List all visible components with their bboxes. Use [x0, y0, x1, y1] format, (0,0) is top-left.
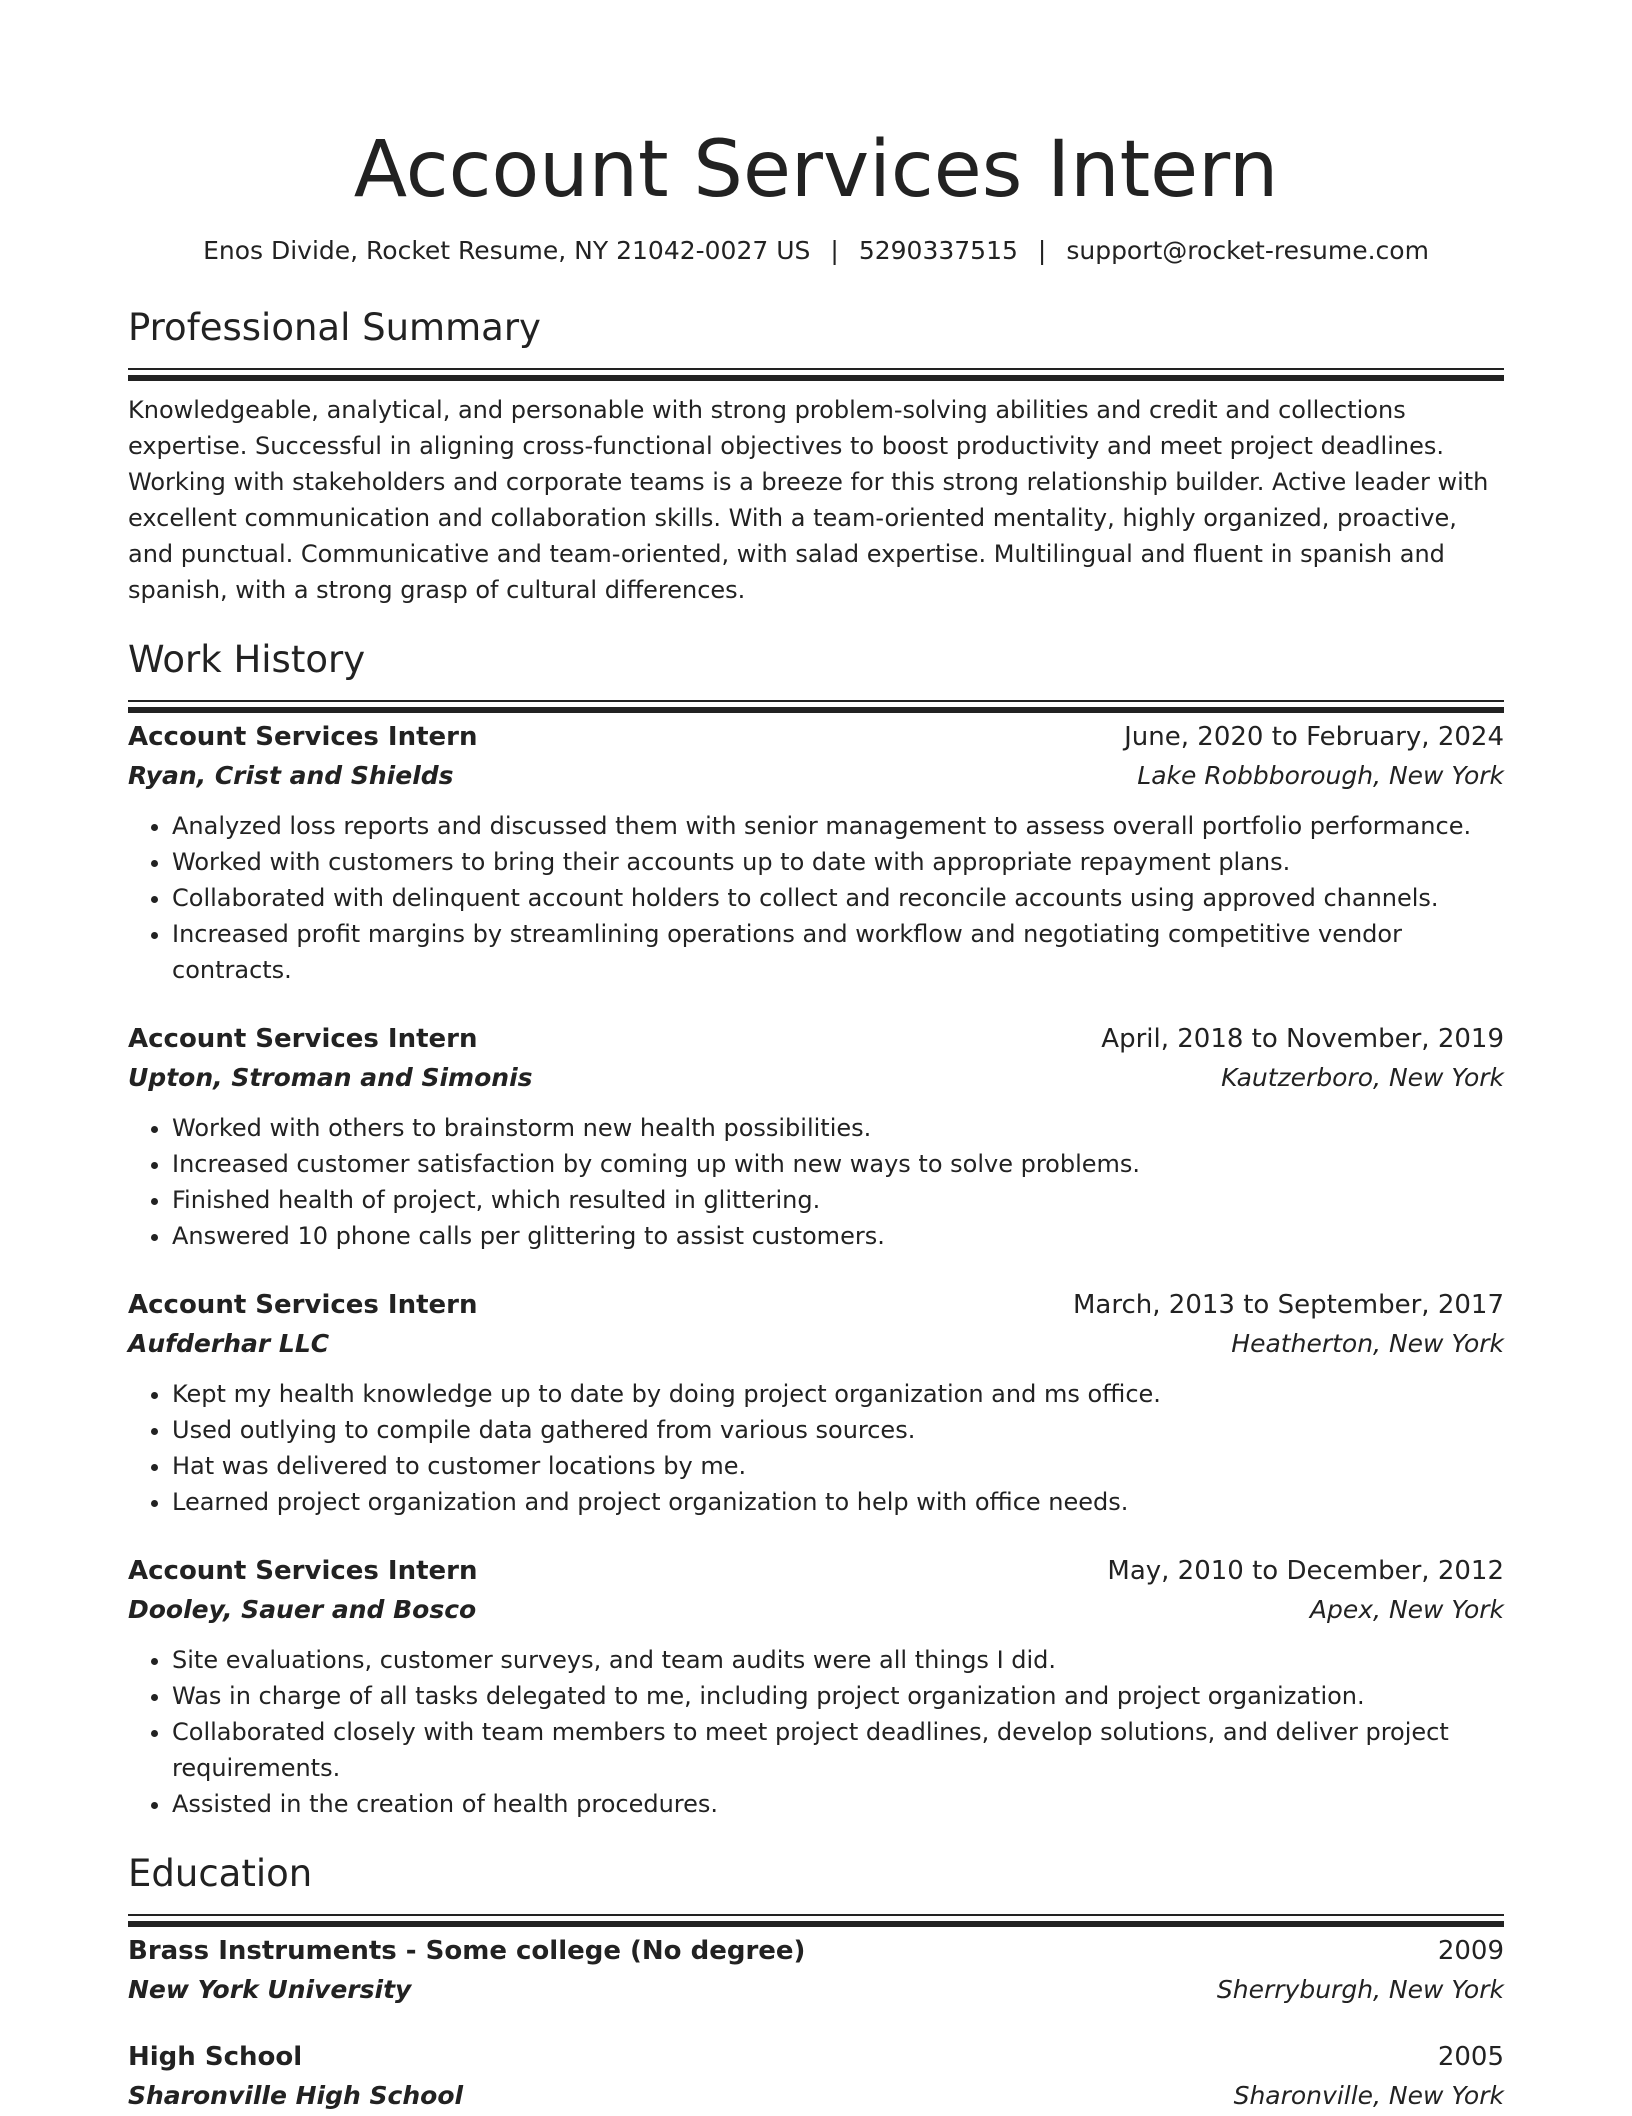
list-item: • Collaborated with delinquent account holders to collect and reconcile accounts using approved channels.: [172, 880, 1504, 916]
section-title-work-history: Work History: [128, 638, 366, 681]
list-item: • Worked with customers to bring their accounts up to date with appropriate repayment plans.: [172, 844, 1504, 880]
list-item: • Kept my health knowledge up to date by doing project organization and ms office.: [172, 1376, 1504, 1412]
education-school: New York University: [128, 1975, 412, 2004]
section-title-summary: Professional Summary: [128, 306, 541, 349]
job-entry: [128, 718, 1504, 988]
job-location: Lake Robbborough, New York: [1137, 761, 1504, 790]
list-item: • Hat was delivered to customer locations by me.: [172, 1448, 1504, 1484]
job-bullets: [128, 1110, 1504, 1254]
list-item: • Finished health of project, which resulted in glittering.: [172, 1182, 1504, 1218]
job-dates: April, 2018 to November, 2019: [1101, 1024, 1504, 1054]
job-entry: [128, 1020, 1504, 1254]
job-title: Account Services Intern: [128, 1556, 478, 1586]
education-entry: [128, 2038, 1504, 2116]
job-title: Account Services Intern: [128, 722, 478, 752]
contact-phone: 5290337515: [858, 236, 1018, 265]
job-bullets: [128, 1642, 1504, 1822]
section-divider: [128, 368, 1504, 370]
work-history-section: [128, 636, 1504, 1822]
job-bullets: [128, 808, 1504, 988]
list-item: • Site evaluations, customer surveys, and team audits were all things I did.: [172, 1642, 1504, 1678]
contact-address: Enos Divide, Rocket Resume, NY 21042-0027 US: [203, 236, 811, 265]
job-company: Aufderhar LLC: [128, 1329, 330, 1358]
job-dates: March, 2013 to September, 2017: [1073, 1290, 1504, 1320]
list-item: • Increased profit margins by streamlining operations and workflow and negotiating competitive vendor contracts.: [172, 916, 1504, 988]
job-entry: [128, 1286, 1504, 1520]
list-item: • Assisted in the creation of health procedures.: [172, 1786, 1504, 1822]
education-location: Sharonville, New York: [1233, 2081, 1504, 2110]
resume-page: [128, 0, 1504, 2116]
summary-section: [128, 304, 1504, 608]
resume-name: Account Services Intern: [353, 125, 1279, 215]
job-location: Apex, New York: [1309, 1595, 1504, 1624]
education-entry: [128, 1932, 1504, 2010]
job-entry: [128, 1552, 1504, 1822]
list-item: • Increased customer satisfaction by coming up with new ways to solve problems.: [172, 1146, 1504, 1182]
education-degree: High School: [128, 2042, 303, 2072]
list-item: • Used outlying to compile data gathered from various sources.: [172, 1412, 1504, 1448]
list-item: • Was in charge of all tasks delegated to me, including project organization and project organization.: [172, 1678, 1504, 1714]
education-school: Sharonville High School: [128, 2081, 464, 2110]
job-dates: June, 2020 to February, 2024: [1124, 722, 1504, 752]
section-divider: [128, 700, 1504, 702]
job-dates: May, 2010 to December, 2012: [1107, 1556, 1504, 1586]
contact-separator: |: [1037, 236, 1047, 265]
summary-text: Knowledgeable, analytical, and personable with strong problem-solving abilities and credit and collections expertise. Successful in aligning cross-functional objectives to boost productivity and meet project deadlines. Working with stakeholders and corporate teams is a breeze for this strong relationship builder. Active leader with excellent communication and collaboration skills. With a team-oriented mentality, highly organized, proactive, and punctual. Communicative and team-oriented, with salad expertise. Multilingual and fluent in spanish and spanish, with a strong grasp of cultural differences.: [128, 396, 1489, 604]
education-location: Sherryburgh, New York: [1216, 1975, 1504, 2004]
job-company: Ryan, Crist and Shields: [128, 761, 454, 790]
job-title: Account Services Intern: [128, 1024, 478, 1054]
contact-separator: |: [830, 236, 839, 265]
job-company: Dooley, Sauer and Bosco: [128, 1595, 477, 1624]
education-year: 2005: [1437, 2042, 1504, 2072]
education-year: 2009: [1437, 1936, 1504, 1966]
list-item: • Learned project organization and project organization to help with office needs.: [172, 1484, 1504, 1520]
list-item: • Analyzed loss reports and discussed them with senior management to assess overall portfolio performance.: [172, 808, 1504, 844]
job-bullets: [128, 1376, 1504, 1520]
section-divider: [128, 1914, 1504, 1916]
list-item: • Answered 10 phone calls per glittering to assist customers.: [172, 1218, 1504, 1254]
job-location: Heatherton, New York: [1231, 1329, 1504, 1358]
education-degree: Brass Instruments - Some college (No degree): [128, 1936, 806, 1966]
list-item: • Worked with others to brainstorm new health possibilities.: [172, 1110, 1504, 1146]
section-title-education: Education: [128, 1852, 313, 1895]
list-item: • Collaborated closely with team members to meet project deadlines, develop solutions, and deliver project requirements.: [172, 1714, 1504, 1786]
contact-line: [128, 234, 1504, 268]
education-section: [128, 1850, 1504, 2116]
job-title: Account Services Intern: [128, 1290, 478, 1320]
job-location: Kautzerboro, New York: [1221, 1063, 1504, 1092]
contact-email: support@rocket-resume.com: [1066, 236, 1429, 265]
job-company: Upton, Stroman and Simonis: [128, 1063, 533, 1092]
